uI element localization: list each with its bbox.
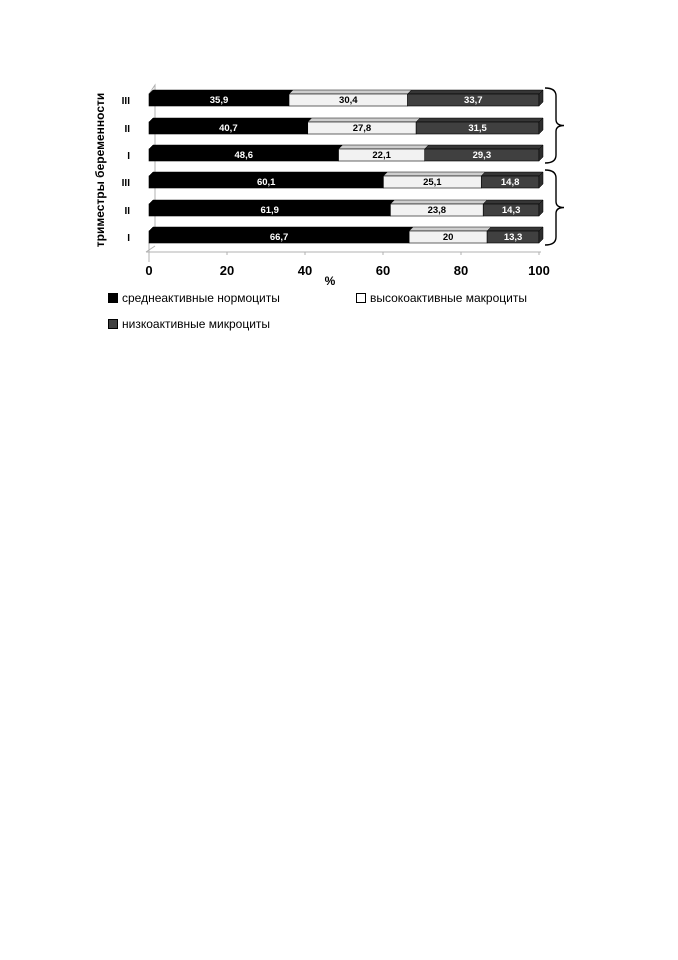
data-label: 27,8	[352, 123, 372, 134]
data-label: 22,1	[372, 150, 391, 161]
bar-top-face	[149, 227, 413, 231]
bar-segment	[149, 172, 387, 188]
bar-segment	[483, 200, 543, 216]
data-label: 23,8	[427, 205, 447, 216]
data-label: 60,1	[256, 177, 276, 188]
legend-item-normocytes	[108, 291, 280, 305]
bar-top-face	[289, 90, 412, 94]
y-tick-label: I	[127, 151, 130, 162]
legend-swatch-gray	[108, 319, 118, 329]
legend-label-normocytes: среднеактивные нормоциты	[122, 291, 280, 305]
bar-segment	[481, 172, 543, 188]
data-label: 31,5	[468, 123, 487, 134]
legend-swatch-black	[108, 293, 118, 303]
bar-top-face	[425, 145, 543, 149]
group-brace	[545, 88, 564, 163]
bar-segment	[149, 200, 394, 216]
data-label: 13,3	[503, 232, 523, 243]
y-tick-label: III	[121, 96, 130, 107]
legend-item-microcytes	[108, 317, 270, 331]
y-tick-label: II	[124, 206, 130, 217]
bar-top-face	[149, 145, 343, 149]
x-tick-label: 40	[297, 263, 313, 278]
data-label: 14,3	[501, 205, 521, 216]
x-axis-depth-line	[146, 246, 155, 252]
bar-top-face	[149, 200, 394, 204]
bar-top-face	[390, 200, 487, 204]
bar-top-face	[481, 172, 543, 176]
bar-segment	[149, 145, 343, 161]
bar-segment	[487, 227, 543, 243]
bar-top-face	[308, 118, 420, 122]
bar-top-face	[416, 118, 543, 122]
legend-label-microcytes: низкоактивные микроциты	[122, 317, 271, 331]
y-axis-title: триместры беременности	[93, 92, 107, 248]
bar-top-face	[409, 227, 491, 231]
y-tick-label: II	[124, 124, 130, 135]
bar-segment	[409, 227, 491, 243]
data-label: 33,7	[464, 95, 483, 106]
data-label: 66,7	[269, 232, 289, 243]
data-label: 48,6	[234, 150, 254, 161]
bar-segment	[289, 90, 412, 106]
bar-top-face	[408, 90, 543, 94]
x-tick-label: 80	[453, 263, 469, 278]
bar-segment	[149, 227, 413, 243]
y-tick-label: III	[121, 178, 130, 189]
legend-swatch-white	[356, 293, 366, 303]
y-tick-label: I	[127, 233, 130, 244]
bar-top-face	[487, 227, 543, 231]
bar-segment	[149, 118, 312, 134]
bar-top-face	[383, 172, 485, 176]
bar-top-face	[339, 145, 429, 149]
data-label: 61,9	[260, 205, 279, 216]
legend-label-macrocytes: высокоактивные макроциты	[370, 291, 527, 305]
bar-top-face	[149, 172, 387, 176]
data-label: 35,9	[209, 95, 229, 106]
x-tick-label: 60	[375, 263, 391, 278]
group-brace	[545, 170, 564, 245]
bar-segment	[425, 145, 543, 161]
bar-segment	[408, 90, 543, 106]
data-label: 30,4	[339, 95, 358, 106]
data-label: 29,3	[472, 150, 492, 161]
bar-segment	[149, 90, 293, 106]
data-label: 40,7	[219, 123, 238, 134]
bar-segment	[308, 118, 420, 134]
bar-segment	[416, 118, 543, 134]
legend-item-macrocytes	[356, 291, 527, 305]
data-label: 25,1	[423, 177, 442, 188]
data-label: 14,8	[500, 177, 520, 188]
bar-segment	[390, 200, 487, 216]
bar-top-face	[483, 200, 543, 204]
bar-top-face	[149, 118, 312, 122]
x-tick-label: 20	[219, 263, 235, 278]
x-tick-label: 100	[528, 263, 550, 278]
bar-segment	[339, 145, 429, 161]
x-tick-label: 0	[145, 263, 153, 278]
data-label: 20	[442, 232, 454, 243]
x-axis-title: %	[324, 274, 336, 288]
bar-segment	[383, 172, 485, 188]
bar-top-face	[149, 90, 293, 94]
